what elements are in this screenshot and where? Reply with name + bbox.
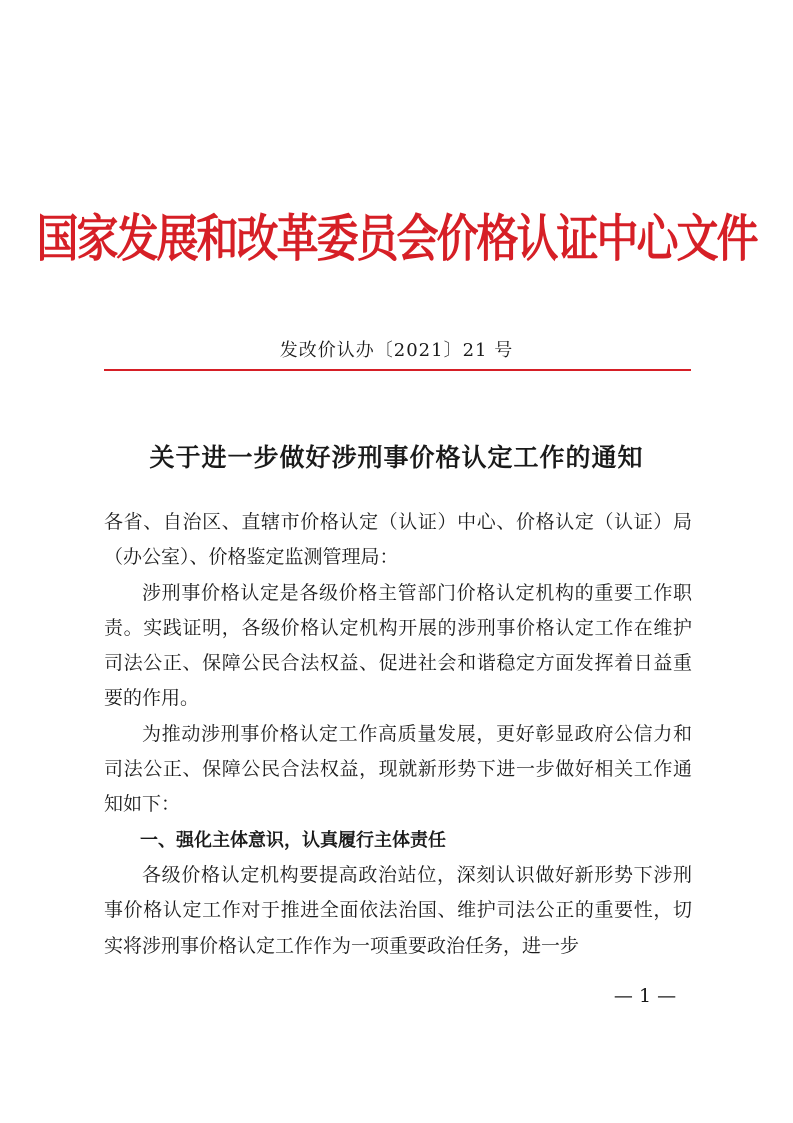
body-paragraph: 为推动涉刑事价格认定工作高质量发展，更好彰显政府公信力和司法公正、保障公民合法权益，现就新形势下进一步做好相关工作通知如下： [104, 722, 692, 816]
document-title: 关于进一步做好涉刑事价格认定工作的通知 [149, 443, 644, 472]
section-heading: 一、强化主体意识，认真履行主体责任 [140, 829, 446, 851]
body-paragraph: 涉刑事价格认定是各级价格主管部门价格认定机构的重要工作职责。实践证明，各级价格认定机构开展的涉刑事价格认定工作在维护司法公正、保障公民合法权益、促进社会和谐稳定方面发挥着日益重要的作用。 [104, 581, 692, 710]
document-masthead: 国家发展和改革委员会价格认证中心文件 [36, 209, 757, 268]
document-body [104, 505, 692, 964]
red-divider-line [104, 369, 691, 371]
salutation: 各省、自治区、直辖市价格认定（认证）中心、价格认定（认证）局（办公室）、价格鉴定监测管理局： [104, 511, 692, 569]
body-paragraph: 各级价格认定机构要提高政治站位，深刻认识做好新形势下涉刑事价格认定工作对于推进全面依法治国、维护司法公正的重要性，切实将涉刑事价格认定工作作为一项重要政治任务，进一步 [104, 863, 692, 957]
document-number: 发改价认办〔2021〕21 号 [279, 340, 514, 361]
page-number: — 1 — [613, 985, 677, 1007]
